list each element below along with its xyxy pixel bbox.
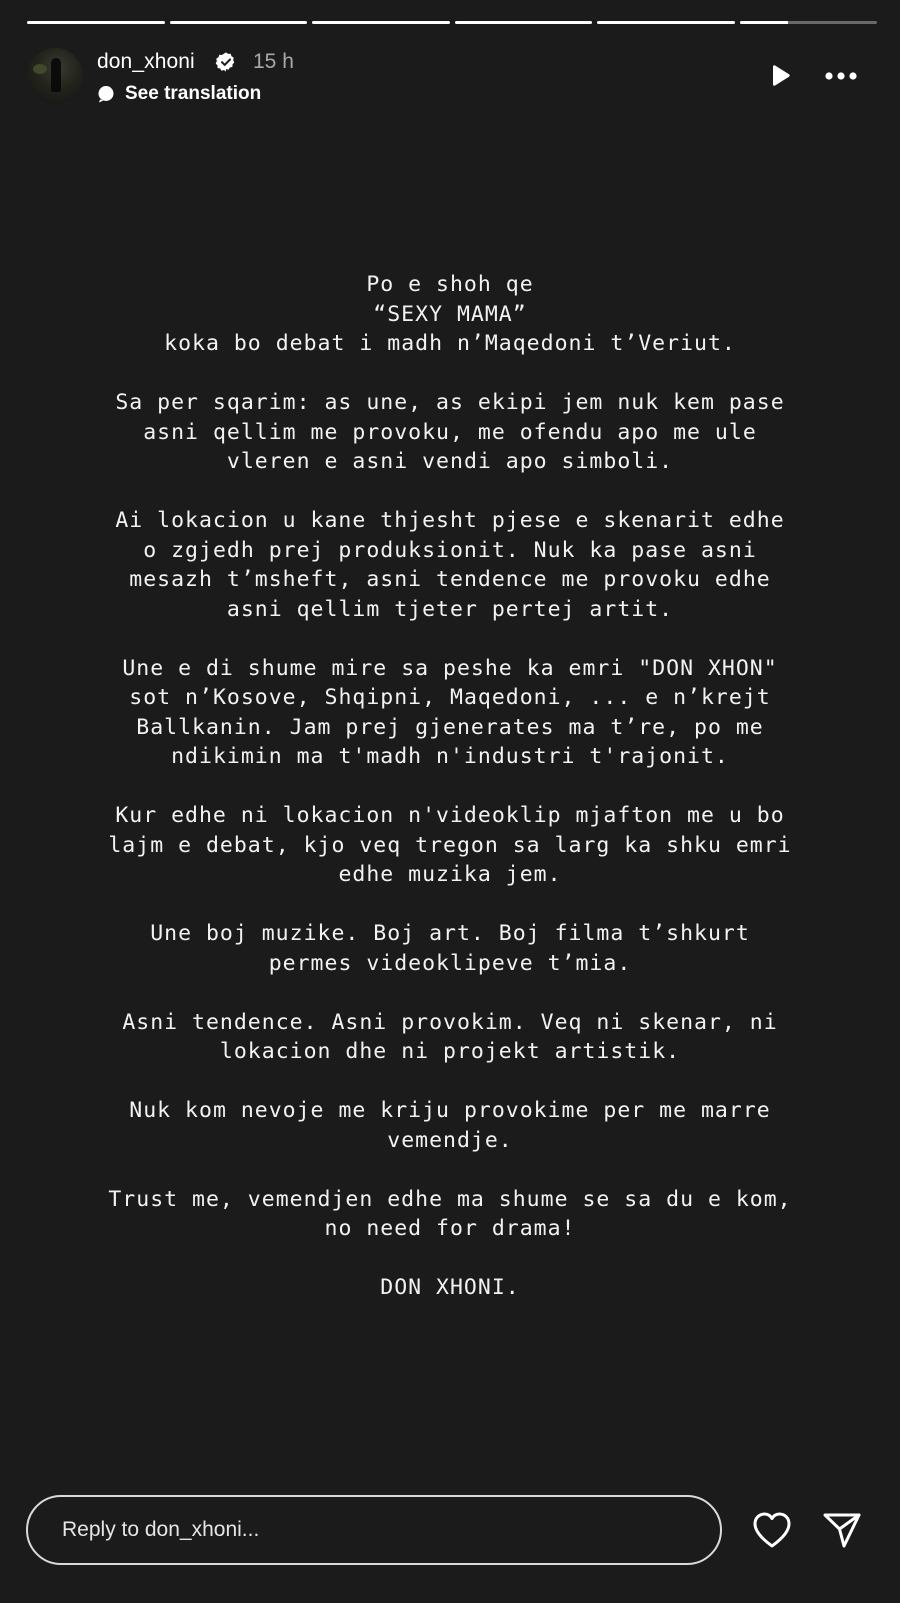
progress-segment — [597, 21, 735, 24]
message-line: Ballkanin. Jam prej gjenerates ma t’re, po me — [136, 714, 764, 740]
progress-segment — [27, 21, 165, 24]
username[interactable]: don_xhoni — [97, 50, 195, 73]
message-line: Une boj muzike. Boj art. Boj filma t’shkurt — [150, 921, 750, 946]
message-paragraph — [30, 270, 870, 359]
verified-badge-icon — [215, 51, 237, 73]
message-paragraph — [30, 654, 870, 772]
message-line: vemendje. — [387, 1127, 513, 1153]
message-line: no need for drama! — [324, 1216, 576, 1241]
reply-input[interactable] — [26, 1495, 722, 1565]
time-ago: 15 h — [253, 50, 294, 73]
progress-segment — [312, 21, 450, 24]
message-line: Ai lokacion u kane thjesht pjese e skenarit edhe — [115, 508, 785, 533]
message-line: sot n’Kosove, Shqipni, Maqedoni, ... e n’krejt — [129, 685, 771, 710]
message-paragraph — [30, 388, 870, 477]
message-line: asni qellim tjeter pertej artit. — [226, 596, 674, 622]
message-line: ndikimin ma t'madh n'industri t'rajonit. — [171, 744, 729, 769]
message-line: o zgjedh prej produksionit. Nuk ka pase asni — [143, 537, 757, 563]
story-progress-bar — [27, 21, 877, 24]
message-line: edhe muzika jem. — [338, 862, 562, 887]
message-line: DON XHONI. — [380, 1275, 520, 1300]
message-line: Asni tendence. Asni provokim. Veq ni skenar, ni — [122, 1009, 778, 1035]
more-options-icon[interactable] — [821, 61, 861, 91]
message-line: Kur edhe ni lokacion n'videoklip mjafton me u bo — [115, 803, 785, 828]
message-line: koka bo debat i madh n’Maqedoni t’Veriut. — [164, 331, 736, 356]
progress-segment — [170, 21, 308, 24]
progress-segment-fill — [740, 21, 788, 24]
avatar-foliage — [33, 64, 47, 74]
message-line: Nuk kom nevoje me kriju provokime per me marre — [129, 1098, 771, 1123]
progress-segment — [455, 21, 593, 24]
story-footer — [0, 1490, 900, 1570]
message-line: vleren e asni vendi apo simboli. — [226, 449, 674, 474]
message-paragraph — [30, 801, 870, 890]
message-paragraph — [30, 506, 870, 624]
message-line: “SEXY MAMA” — [373, 301, 527, 327]
progress-segment-fill — [597, 21, 735, 24]
message-line: lajm e debat, kjo veq tregon sa larg ka shku emri — [108, 832, 792, 858]
progress-segment-fill — [27, 21, 165, 24]
message-line: Sa per sqarim: as une, as ekipi jem nuk kem pase — [115, 390, 785, 415]
progress-segment-fill — [455, 21, 593, 24]
story-text-message — [30, 270, 870, 1332]
avatar[interactable] — [27, 48, 83, 104]
message-paragraph — [30, 1096, 870, 1155]
progress-segment-fill — [312, 21, 450, 24]
message-line: mesazh t’msheft, asni tendence me provoku edhe — [129, 567, 771, 592]
message-line: permes videoklipeve t’mia. — [268, 950, 632, 976]
see-translation-label: See translation — [125, 83, 262, 104]
see-translation-link[interactable] — [97, 82, 261, 106]
progress-segment — [740, 21, 878, 24]
message-paragraph — [30, 1273, 870, 1303]
message-paragraph — [30, 1185, 870, 1244]
message-paragraph — [30, 919, 870, 978]
message-line: asni qellim me provoku, me ofendu apo me ule — [143, 419, 757, 445]
avatar-figure — [51, 58, 61, 92]
message-paragraph — [30, 1008, 870, 1067]
story-header — [27, 46, 877, 106]
message-line: Une e di shume mire sa peshe ka emri "DON XHON" — [122, 655, 778, 681]
message-line: Trust me, vemendjen edhe ma shume se sa du e kom, — [108, 1186, 792, 1212]
message-line: lokacion dhe ni projekt artistik. — [219, 1039, 681, 1064]
translate-bubble-icon — [97, 85, 115, 103]
progress-segment-fill — [170, 21, 308, 24]
send-icon[interactable] — [820, 1509, 864, 1551]
heart-icon[interactable] — [750, 1509, 794, 1551]
play-icon[interactable] — [764, 61, 794, 91]
message-line: Po e shoh qe — [366, 272, 534, 297]
